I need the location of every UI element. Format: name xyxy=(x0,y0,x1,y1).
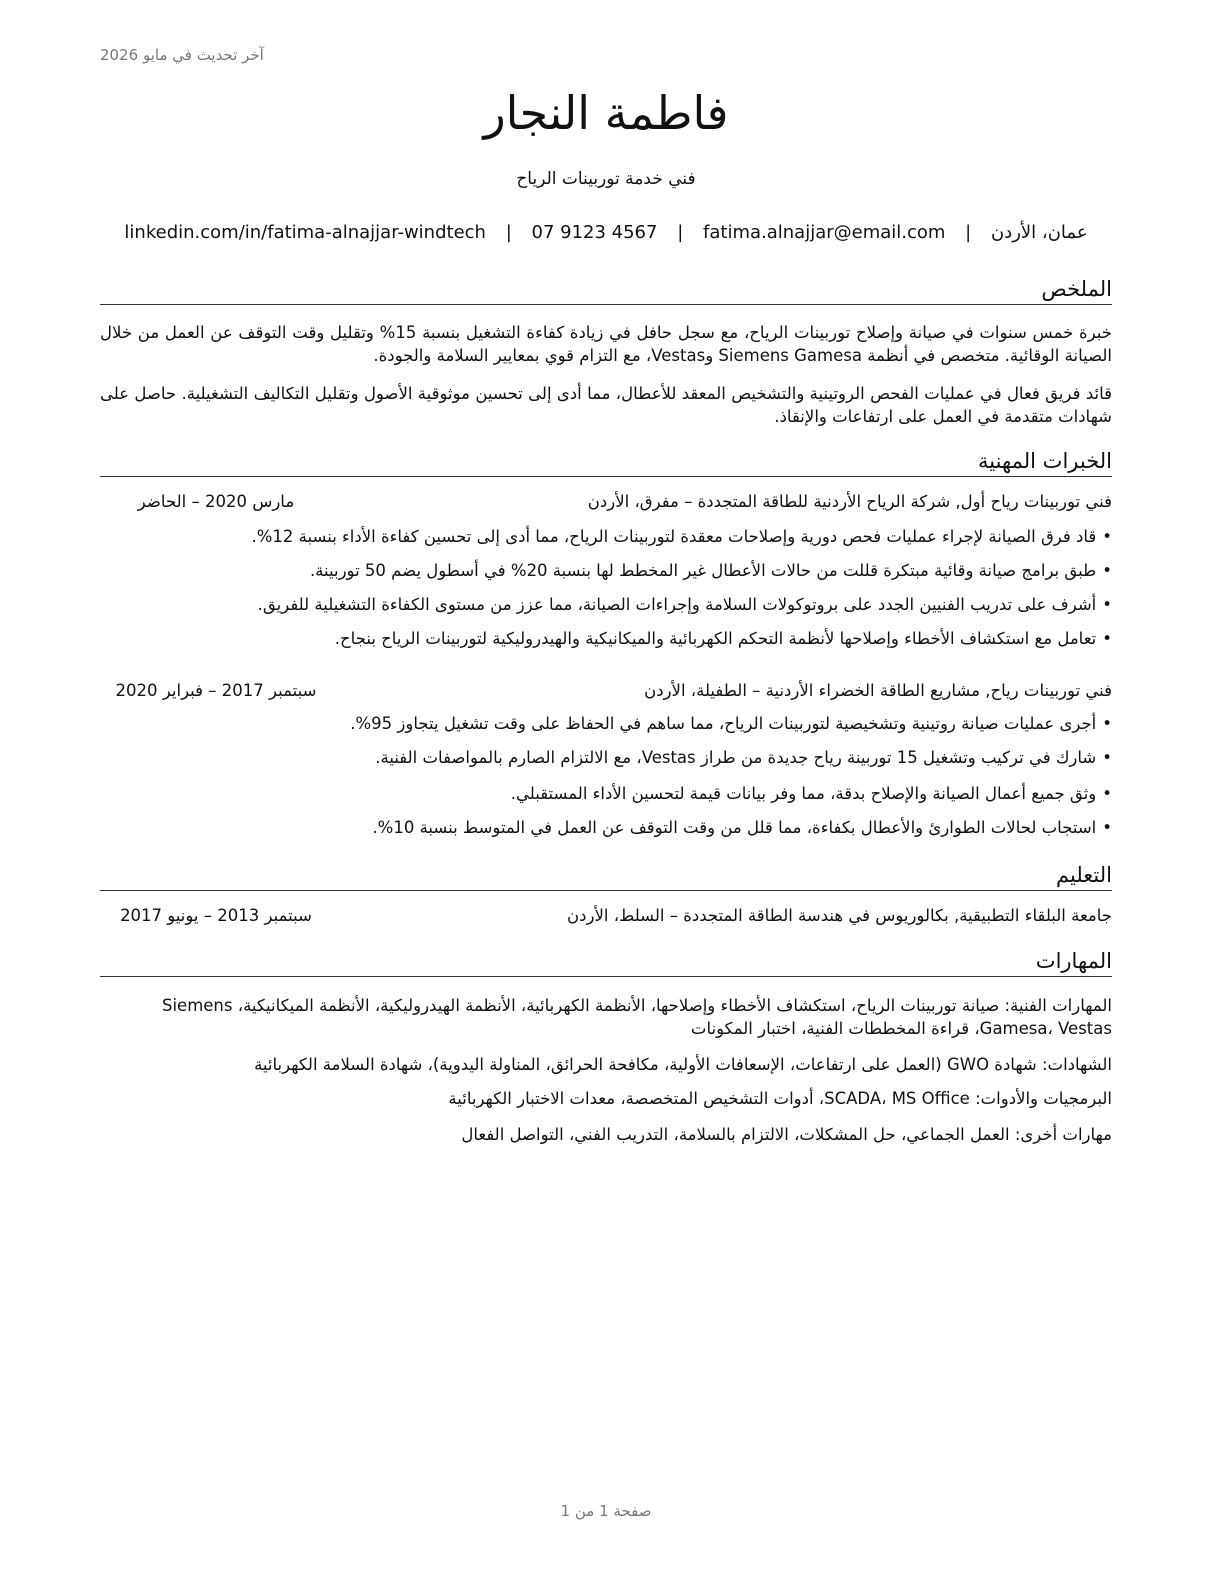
job-header xyxy=(100,492,1112,516)
job-bullet: •قاد فرق الصيانة لإجراء عمليات فحص دورية وإصلاحات معقدة لتوربينات الرياح، مما أدى إلى تحسين كفاءة الأداء بنسبة 12%. xyxy=(251,527,1112,546)
job-dates: سبتمبر 2017 – فبراير 2020 xyxy=(115,681,317,700)
job-bullet: •أشرف على تدريب الفنيين الجدد على بروتوكولات السلامة وإجراءات الصيانة، مما عزز من مستوى الكفاءة التشغيلية للفريق. xyxy=(257,595,1112,614)
experience-heading: الخبرات المهنية xyxy=(100,448,1112,477)
contact-linkedin[interactable]: linkedin.com/in/fatima-alnajjar-windtech xyxy=(124,222,486,243)
bullet-marker: • xyxy=(1102,714,1112,733)
last-updated-note: آخر تحديث في مايو 2026 xyxy=(100,46,264,64)
job-bullet: •وثق جميع أعمال الصيانة والإصلاح بدقة، مما وفر بيانات قيمة لتحسين الأداء المستقبلي. xyxy=(510,784,1112,803)
skills-technical: المهارات الفنية: صيانة توربينات الرياح، استكشاف الأخطاء وإصلاحها، الأنظمة الكهربائية، الأنظمة الهيدروليكية، الأنظمة الميكانيكية، Siemens Gamesa، Vestas، قراءة المخططات الفنية، اختبار المكونات xyxy=(162,996,1112,1038)
contact-separator: | xyxy=(677,222,684,243)
bullet-marker: • xyxy=(1102,561,1112,580)
summary-paragraph: قائد فريق فعال في عمليات الفحص الروتينية والتشخيص المعقد للأعطال، مما أدى إلى تحسين موثوقية الأصول وتقليل التكاليف التشغيلية. حاصل على شهادات متقدمة في العمل على ارتفاعات والإنقاذ. xyxy=(100,384,1112,426)
job-dates: مارس 2020 – الحاضر xyxy=(137,492,295,511)
summary-heading: الملخص xyxy=(100,276,1112,305)
skills-heading: المهارات xyxy=(100,948,1112,977)
job-bullet: •طبق برامج صيانة وقائية مبتكرة قللت من حالات الأعطال غير المخطط لها بنسبة 20% في أسطول يضم 50 توربينة. xyxy=(309,561,1112,580)
contact-location: عمان، الأردن xyxy=(990,222,1088,243)
bullet-marker: • xyxy=(1102,595,1112,614)
page-number: صفحة 1 من 1 xyxy=(560,1502,652,1520)
skills-other: مهارات أخرى: العمل الجماعي، حل المشكلات، الالتزام بالسلامة، التدريب الفني، التواصل الفعال xyxy=(461,1125,1112,1144)
bullet-marker: • xyxy=(1102,784,1112,803)
bullet-marker: • xyxy=(1102,629,1112,648)
bullet-marker: • xyxy=(1102,818,1112,837)
contact-separator: | xyxy=(505,222,512,243)
job-bullet: •أجرى عمليات صيانة روتينية وتشخيصية لتوربينات الرياح، مما ساهم في الحفاظ على وقت تشغيل يتجاوز 95%. xyxy=(350,714,1112,733)
bullet-marker: • xyxy=(1102,527,1112,546)
job-bullet: •شارك في تركيب وتشغيل 15 توربينة رياح جديدة من طراز Vestas، مع الالتزام الصارم بالمواصفات الفنية. xyxy=(375,748,1112,767)
job-bullet: •استجاب لحالات الطوارئ والأعطال بكفاءة، مما قلل من وقت التوقف عن العمل في المتوسط بنسبة 10%. xyxy=(372,818,1112,837)
contact-email[interactable]: fatima.alnajjar@email.com xyxy=(703,222,946,243)
skills-software-tools: البرمجيات والأدوات: SCADA، MS Office، أدوات التشخيص المتخصصة، معدات الاختبار الكهربائية xyxy=(448,1089,1112,1108)
education-entry xyxy=(100,906,1112,930)
job-bullet: •تعامل مع استكشاف الأخطاء وإصلاحها لأنظمة التحكم الكهربائية والميكانيكية والهيدروليكية لتوربينات الرياح بنجاح. xyxy=(334,629,1112,648)
candidate-title: فني خدمة توربينات الرياح xyxy=(516,169,696,189)
summary-paragraph: خبرة خمس سنوات في صيانة وإصلاح توربينات الرياح، مع سجل حافل في زيادة كفاءة التشغيل بنسبة 15% وتقليل وقت التوقف عن العمل من خلال الصيانة الوقائية. متخصص في أنظمة Siemens Gamesa وVestas، مع التزام قوي بمعايير السلامة والجودة. xyxy=(100,323,1112,365)
job-role: فني توربينات رياح أول, شركة الرياح الأردنية للطاقة المتجددة – مفرق، الأردن xyxy=(587,492,1112,511)
education-dates: سبتمبر 2013 – يونيو 2017 xyxy=(120,906,312,925)
resume-page xyxy=(100,0,1112,1584)
contact-phone[interactable]: 07 9123 4567 xyxy=(531,222,658,243)
bullet-marker: • xyxy=(1102,748,1112,767)
job-role: فني توربينات رياح, مشاريع الطاقة الخضراء الأردنية – الطفيلة، الأردن xyxy=(644,681,1112,700)
contact-line xyxy=(100,222,1112,243)
candidate-name: فاطمة النجار xyxy=(483,86,729,140)
skills-certifications: الشهادات: شهادة GWO (العمل على ارتفاعات، الإسعافات الأولية، مكافحة الحرائق، المناولة اليدوية)، شهادة السلامة الكهربائية xyxy=(254,1055,1112,1074)
education-heading: التعليم xyxy=(100,862,1112,891)
job-header xyxy=(100,681,1112,705)
contact-separator: | xyxy=(965,222,972,243)
education-institution: جامعة البلقاء التطبيقية, بكالوريوس في هندسة الطاقة المتجددة – السلط، الأردن xyxy=(567,906,1112,925)
